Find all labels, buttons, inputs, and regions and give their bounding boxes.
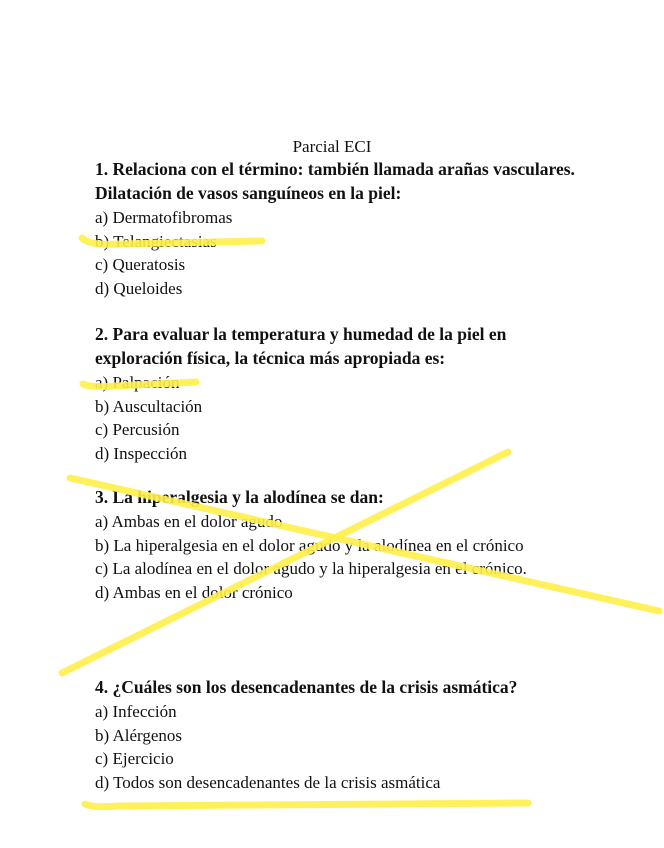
question-block-1 — [95, 157, 595, 300]
option-a: a) Palpación — [95, 373, 180, 392]
question-text: 3. La hiperalgesia y la alodínea se dan: — [95, 487, 384, 507]
option-d: d) Queloides — [95, 278, 183, 298]
option-b: b) Alérgenos — [95, 725, 183, 745]
question-text: 1. Relaciona con el término: también llamada arañas vasculares. Dilatación de vasos sanguíneos en la piel: — [95, 159, 575, 203]
document-title: Parcial ECI — [292, 137, 372, 156]
question-block-3 — [95, 485, 595, 604]
highlight-q4-option-d — [85, 803, 528, 807]
option-a: a) Ambas en el dolor agudo — [95, 512, 283, 531]
option-c: c) Ejercicio — [95, 749, 174, 768]
option-c: c) Percusión — [95, 420, 180, 439]
option-a: a) Dermatofibromas — [95, 208, 233, 227]
question-text: 2. Para evaluar la temperatura y humedad de la piel en exploración física, la técnica más apropiada es: — [95, 324, 507, 368]
option-c: c) La alodínea en el dolor agudo y la hiperalgesia en el crónico. — [95, 559, 527, 578]
option-d: d) Todos son desencadenantes de la crisis asmática — [95, 772, 441, 792]
option-d: d) Inspección — [95, 443, 188, 463]
option-b: b) Telangiectasias — [95, 231, 217, 251]
question-text: 4. ¿Cuáles son los desencadenantes de la crisis asmática? — [95, 677, 518, 697]
option-a: a) Infección — [95, 702, 177, 721]
option-d: d) Ambas en el dolor crónico — [95, 582, 293, 602]
question-block-2 — [95, 322, 595, 465]
option-b: b) La hiperalgesia en el dolor agudo y la alodínea en el crónico — [95, 535, 524, 555]
question-block-4 — [95, 675, 595, 794]
option-c: c) Queratosis — [95, 255, 186, 274]
option-b: b) Auscultación — [95, 396, 203, 416]
